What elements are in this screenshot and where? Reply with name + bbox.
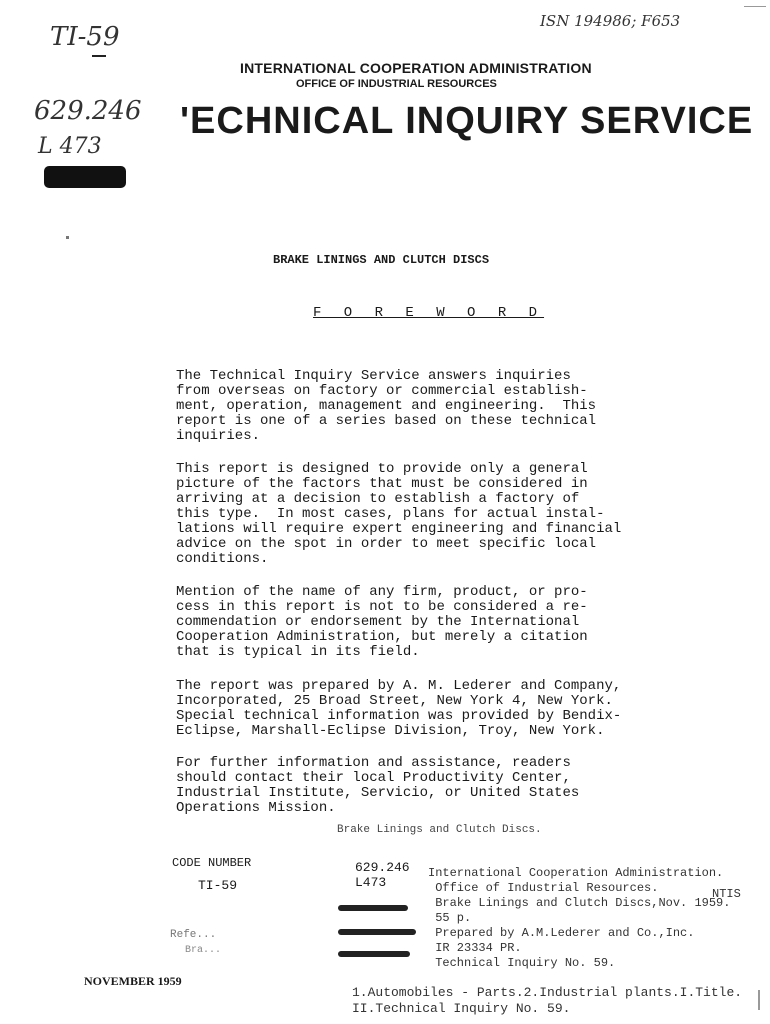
ntis-label: NTIS: [712, 887, 741, 901]
paragraph: This report is designed to provide only a general picture of the factors that must be considered in arriving at a decision to establish a factory of this type. In most cases, plans for actual instal- lations will require expert engineering and financial advice on the spot in order to meet specific local conditions.: [176, 461, 622, 567]
paragraph: The Technical Inquiry Service answers inquiries from overseas on factory or commercial establish- ment, operation, management and engineering. This report is one of a series based on these technical inquiries.: [176, 368, 597, 444]
card-caption: Brake Linings and Clutch Discs.: [337, 824, 542, 836]
reference-line: Bra...: [185, 945, 222, 956]
handwritten-class-number: 629.246: [34, 96, 142, 126]
catalog-entry: International Cooperation Administration. Office of Industrial Resources. Brake Linings and Clutch Discs,Nov. 1959. 55 p. Prepared by A.M.Lederer and Co.,Inc. IR 23334 PR. Technical Inquiry No. 59.: [428, 866, 731, 970]
service-title: 'ECHNICAL INQUIRY SERVICE: [180, 100, 754, 142]
document-title: BRAKE LININGS AND CLUTCH DISCS: [273, 253, 490, 267]
paragraph: The report was prepared by A. M. Lederer and Company, Incorporated, 25 Broad Street, New York 4, New York. Special technical information was provided by Bendix- Eclipse, Marshall-Eclipse Division, Troy, New York.: [176, 678, 622, 739]
handwritten-top-right: ISN 194986; F653: [540, 12, 681, 30]
stray-mark: [66, 236, 69, 239]
section-heading: F O R E W O R D: [313, 305, 545, 321]
card-cutter-number: L473: [355, 875, 387, 890]
redaction-blot: [44, 166, 126, 188]
paragraph: For further information and assistance, readers should contact their local Productivity Center, Industrial Institute, Servicio, or United States Operations Mission.: [176, 755, 580, 816]
handwritten-code: TI-59: [50, 22, 120, 52]
publication-date: NOVEMBER 1959: [84, 974, 182, 988]
struck-out-mark: [338, 905, 408, 911]
handwritten-dash: [92, 55, 106, 57]
code-number-label: CODE NUMBER: [172, 856, 252, 870]
card-class-number: 629.246: [355, 860, 410, 875]
office-name: OFFICE OF INDUSTRIAL RESOURCES: [296, 78, 497, 90]
reference-line: Refe...: [170, 929, 217, 941]
handwritten-cutter: L 473: [38, 134, 102, 159]
edge-mark: [758, 990, 760, 1010]
paragraph: Mention of the name of any firm, product, or pro- cess in this report is not to be considered a re- commendation or endorsement by the International Cooperation Administration, but merely a citation that is typical in its field.: [176, 584, 588, 660]
subject-headings: 1.Automobiles - Parts.2.Industrial plants.I.Title. II.Technical Inquiry No. 59.: [352, 985, 743, 1016]
top-rule: [744, 6, 766, 7]
organization-name: INTERNATIONAL COOPERATION ADMINISTRATION: [240, 60, 592, 76]
code-number-value: TI-59: [198, 878, 238, 893]
struck-out-mark: [338, 951, 410, 957]
struck-out-mark: [338, 929, 416, 935]
